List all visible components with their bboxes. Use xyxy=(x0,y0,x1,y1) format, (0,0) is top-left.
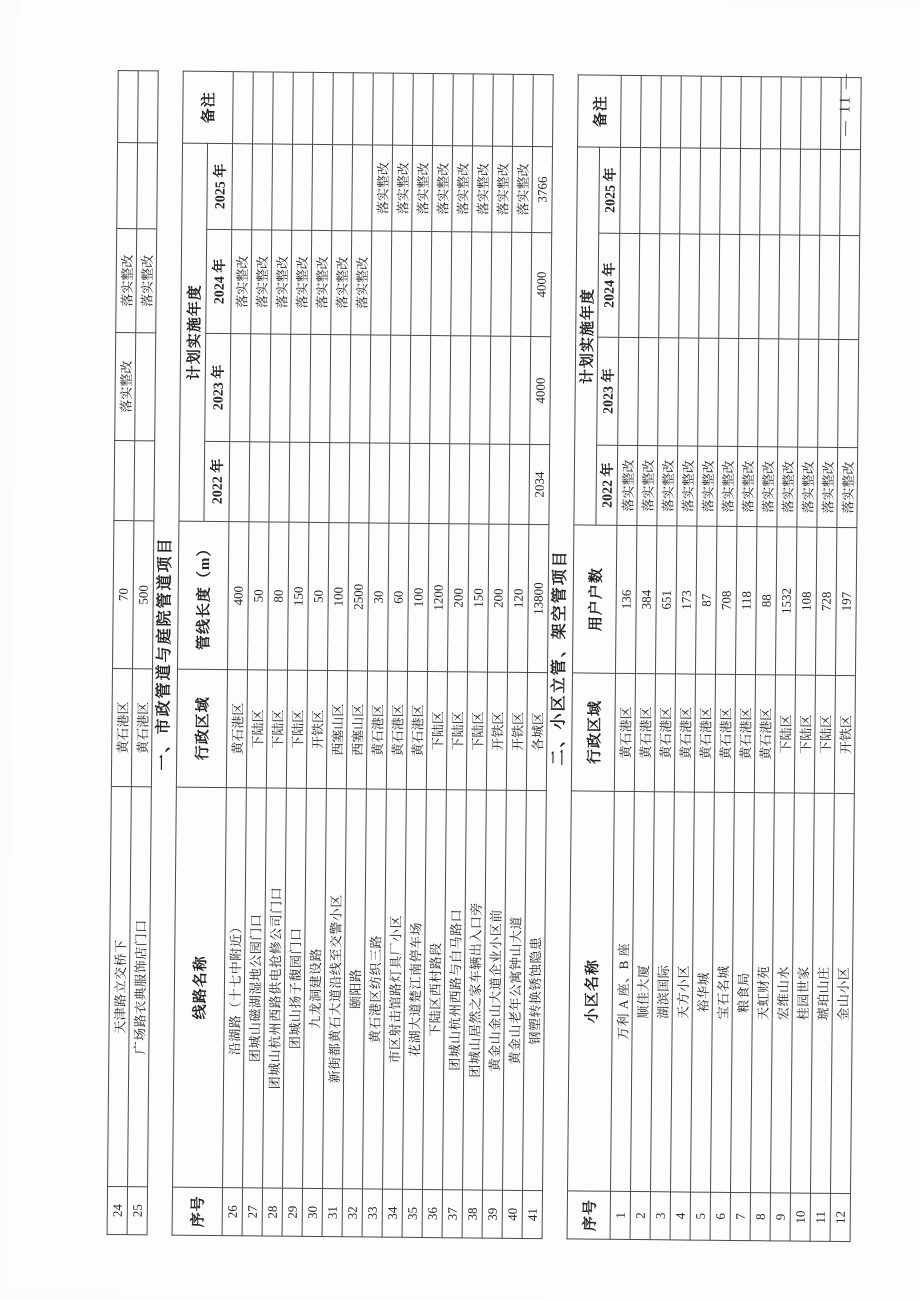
remark-cell xyxy=(353,73,374,145)
remark-cell xyxy=(293,72,314,144)
year-2023-cell xyxy=(838,339,859,447)
length-cell: 13800 xyxy=(527,524,548,672)
year-2024-cell: 落实整改 xyxy=(351,231,372,335)
year-2022-header: 2022 年 xyxy=(204,441,230,521)
year-2024-cell xyxy=(739,234,760,338)
district-cell: 黄石港区 xyxy=(226,670,247,788)
district-header: 行政区域 xyxy=(176,669,227,787)
year-2022-cell xyxy=(269,442,290,522)
district-cell: 下陆区 xyxy=(286,670,307,788)
remark-cell xyxy=(721,76,742,148)
year-2023-cell xyxy=(510,336,531,444)
seq-cell: 38 xyxy=(462,1190,482,1238)
plan-years-header: 计划实施年度 xyxy=(179,143,208,521)
plan-years-header: 计划实施年度 xyxy=(574,147,600,525)
year-2022-cell xyxy=(134,441,155,521)
year-2025-cell xyxy=(640,148,661,234)
district-cell: 下陆区 xyxy=(774,675,795,793)
year-2024-cell xyxy=(371,231,392,335)
year-2024-header: 2024 年 xyxy=(598,233,620,337)
year-2023-cell xyxy=(758,339,779,447)
document-content xyxy=(107,71,862,1242)
year-2025-cell xyxy=(740,148,761,234)
remark-cell xyxy=(118,71,139,143)
year-2023-cell: 4000 xyxy=(530,336,551,444)
seq-header: 序号 xyxy=(567,1191,610,1239)
year-2022-cell xyxy=(509,444,530,524)
year-2024-cell xyxy=(431,232,452,336)
year-2022-cell xyxy=(469,444,490,524)
district-cell: 黄石港区 xyxy=(366,671,387,789)
length-cell: 100 xyxy=(327,523,348,671)
year-2025-cell: 落实整改 xyxy=(412,145,433,231)
year-2023-cell xyxy=(778,339,799,447)
line-name-cell: 团城山杭州西路与白马路口 xyxy=(443,790,467,1190)
year-2023-cell xyxy=(698,338,719,446)
year-2024-cell: 落实整改 xyxy=(271,230,292,334)
line-name-cell: 钢塑转换锈蚀隐患 xyxy=(523,790,547,1190)
line-name-cell: 沿湖路（十七中附近） xyxy=(223,788,247,1188)
year-2024-cell xyxy=(839,235,860,339)
seq-cell: 40 xyxy=(502,1190,522,1238)
year-2024-cell xyxy=(491,232,512,336)
year-2024-cell xyxy=(699,234,720,338)
line-name-header: 线路名称 xyxy=(173,787,227,1187)
year-2023-cell xyxy=(678,338,699,446)
year-2022-cell: 落实整改 xyxy=(637,446,658,526)
year-2025-cell: 落实整改 xyxy=(452,146,473,232)
community-name-cell: 金山小区 xyxy=(831,793,855,1193)
year-2022-cell xyxy=(449,444,470,524)
district-cell: 黄石港区 xyxy=(674,674,695,792)
length-cell: 1200 xyxy=(427,524,448,672)
year-2024-cell xyxy=(411,231,432,335)
year-2022-cell: 落实整改 xyxy=(817,447,838,527)
seq-cell: 32 xyxy=(342,1189,362,1237)
seq-cell: 9 xyxy=(770,1193,790,1241)
remark-cell xyxy=(273,72,294,144)
year-2025-cell: 落实整改 xyxy=(472,146,493,232)
year-2024-cell: 落实整改 xyxy=(251,230,272,334)
year-2023-cell xyxy=(390,335,411,443)
year-2023-header: 2023 年 xyxy=(205,333,231,441)
remark-cell xyxy=(741,76,762,148)
household-count-cell: 651 xyxy=(655,526,676,674)
seq-cell: 25 xyxy=(127,1187,147,1235)
year-2022-cell: 落实整改 xyxy=(677,446,698,526)
district-header: 行政区域 xyxy=(571,673,615,791)
page-number: — 11 — xyxy=(837,71,854,137)
remark-cell xyxy=(233,72,254,144)
year-2024-cell xyxy=(471,232,492,336)
remark-cell xyxy=(253,72,274,144)
community-name-cell: 裕华城 xyxy=(691,792,715,1192)
year-2022-cell: 落实整改 xyxy=(757,447,778,527)
seq-cell: 31 xyxy=(322,1189,342,1237)
seq-cell: 36 xyxy=(422,1189,442,1237)
year-2025-cell xyxy=(700,148,721,234)
year-2023-cell: 落实整改 xyxy=(115,333,136,441)
year-2022-cell xyxy=(429,444,450,524)
household-count-cell: 118 xyxy=(735,526,756,674)
year-2022-cell xyxy=(114,441,135,521)
remark-cell xyxy=(761,77,782,149)
district-cell: 下陆区 xyxy=(446,672,467,790)
seq-cell: 29 xyxy=(282,1188,302,1236)
seq-cell: 2 xyxy=(630,1191,650,1239)
year-2025-header: 2025 年 xyxy=(599,147,621,233)
year-2025-cell xyxy=(117,143,138,229)
year-2022-cell: 落实整改 xyxy=(777,447,798,527)
year-2025-cell xyxy=(780,149,801,235)
year-2023-cell xyxy=(430,336,451,444)
line-name-cell: 市区射击馆路灯具厂小区 xyxy=(383,789,407,1189)
year-2024-cell xyxy=(779,235,800,339)
household-count-cell: 173 xyxy=(675,526,696,674)
year-2025-cell: 落实整改 xyxy=(372,145,393,231)
seq-cell: 41 xyxy=(522,1190,542,1238)
district-cell: 黄石港区 xyxy=(694,674,715,792)
district-cell: 西塞山区 xyxy=(326,671,347,789)
year-2025-cell xyxy=(760,149,781,235)
household-count-cell: 87 xyxy=(695,526,716,674)
length-cell: 80 xyxy=(268,522,289,670)
remark-header: 备注 xyxy=(183,71,234,143)
length-cell: 150 xyxy=(288,522,309,670)
line-name-cell: 颐阳路 xyxy=(343,789,367,1189)
year-2022-cell xyxy=(329,443,350,523)
year-2022-cell xyxy=(389,443,410,523)
line-name-cell: 天津路立交桥下 xyxy=(108,786,132,1186)
seq-cell: 24 xyxy=(107,1186,127,1234)
year-2023-cell xyxy=(450,336,471,444)
length-cell: 100 xyxy=(407,523,428,671)
remark-cell xyxy=(473,74,494,146)
year-2025-cell xyxy=(820,149,841,235)
line-name-cell: 黄金山老年公寓钟山大道 xyxy=(503,790,527,1190)
household-count-cell: 197 xyxy=(835,527,856,675)
year-2022-cell: 落实整改 xyxy=(617,445,638,525)
seq-cell: 26 xyxy=(222,1188,242,1236)
year-2024-cell: 4000 xyxy=(531,232,552,336)
seq-cell: 28 xyxy=(262,1188,282,1236)
district-cell: 黄石港区 xyxy=(111,668,132,786)
remark-cell xyxy=(433,74,454,146)
seq-cell: 7 xyxy=(730,1192,750,1240)
year-2025-cell xyxy=(232,144,253,230)
length-cell: 50 xyxy=(308,522,329,670)
seq-cell: 1 xyxy=(610,1191,630,1239)
year-2024-cell xyxy=(391,231,412,335)
section2-table xyxy=(567,71,862,1242)
year-2025-cell xyxy=(292,144,313,230)
seq-cell: 10 xyxy=(790,1193,810,1241)
year-2022-cell xyxy=(289,442,310,522)
length-cell: 150 xyxy=(467,524,488,672)
district-cell: 下陆区 xyxy=(426,672,447,790)
length-cell: 500 xyxy=(133,521,154,669)
year-2024-cell: 落实整改 xyxy=(311,230,332,334)
year-2022-cell xyxy=(309,442,330,522)
year-2025-cell xyxy=(352,145,373,231)
community-name-cell: 天方小区 xyxy=(671,792,695,1192)
year-2023-cell xyxy=(658,338,679,446)
district-cell: 下陆区 xyxy=(466,672,487,790)
community-name-cell: 万利 A 座、B 座 xyxy=(611,791,635,1191)
household-count-cell: 108 xyxy=(795,527,816,675)
remark-cell xyxy=(313,72,334,144)
line-name-cell: 下陆区西村路段 xyxy=(423,790,447,1190)
line-name-cell: 团城山杭州西路供电抢修公司门口 xyxy=(263,788,287,1188)
year-2024-cell: 落实整改 xyxy=(331,231,352,335)
remark-header: 备注 xyxy=(578,75,622,147)
year-2025-cell xyxy=(660,148,681,234)
year-2025-cell xyxy=(720,148,741,234)
year-2023-cell xyxy=(135,333,156,441)
line-name-cell: 新街都黄石大道沿线至交警小区 xyxy=(323,789,347,1189)
year-2024-cell xyxy=(679,234,700,338)
year-2025-cell xyxy=(620,147,641,233)
year-2023-cell xyxy=(718,338,739,446)
year-2025-cell xyxy=(332,145,353,231)
year-2025-cell xyxy=(680,148,701,234)
year-2022-cell: 落实整改 xyxy=(697,446,718,526)
remark-cell xyxy=(333,73,354,145)
length-cell: 30 xyxy=(367,523,388,671)
year-2025-cell xyxy=(252,144,273,230)
seq-cell: 35 xyxy=(402,1189,422,1237)
year-2025-cell: 落实整改 xyxy=(432,146,453,232)
district-cell: 黄石港区 xyxy=(131,669,152,787)
household-count-cell: 1532 xyxy=(775,527,796,675)
district-cell: 各城区 xyxy=(526,672,547,790)
year-2022-cell: 落实整改 xyxy=(717,446,738,526)
year-2023-cell xyxy=(470,336,491,444)
remark-cell xyxy=(513,74,534,146)
year-2024-cell xyxy=(639,234,660,338)
year-2022-cell: 落实整改 xyxy=(797,447,818,527)
scanned-document-page xyxy=(6,0,920,1300)
year-2022-cell: 2034 xyxy=(529,444,550,524)
district-cell: 黄石港区 xyxy=(654,674,675,792)
seq-cell: 39 xyxy=(482,1190,502,1238)
year-2024-cell xyxy=(799,235,820,339)
year-2024-cell xyxy=(659,234,680,338)
year-2025-cell xyxy=(312,144,333,230)
length-cell: 200 xyxy=(487,524,508,672)
remark-cell xyxy=(781,77,802,149)
line-name-cell: 团城山扬子馥园门口 xyxy=(283,788,307,1188)
community-name-cell: 桂园世家 xyxy=(791,793,815,1193)
district-cell: 开铁区 xyxy=(486,672,507,790)
year-2023-cell xyxy=(290,334,311,442)
year-2022-header: 2022 年 xyxy=(596,445,618,525)
year-2023-cell xyxy=(250,334,271,442)
district-cell: 黄石港区 xyxy=(754,675,775,793)
year-2023-cell xyxy=(818,339,839,447)
year-2023-cell xyxy=(270,334,291,442)
year-2024-cell: 落实整改 xyxy=(136,229,157,333)
length-cell: 120 xyxy=(507,524,528,672)
line-name-cell: 黄石港区纺织三路 xyxy=(363,789,387,1189)
district-cell: 下陆区 xyxy=(814,675,835,793)
seq-cell: 3 xyxy=(650,1192,670,1240)
section1-table xyxy=(172,71,554,1240)
community-name-cell: 天虹财苑 xyxy=(751,793,775,1193)
year-2022-cell xyxy=(249,442,270,522)
district-cell: 下陆区 xyxy=(794,675,815,793)
remark-cell xyxy=(681,76,702,148)
district-cell: 开铁区 xyxy=(834,675,855,793)
section1-title: 一、市政管道与庭院管道项目 xyxy=(155,536,175,771)
length-cell: 400 xyxy=(228,522,249,670)
district-cell: 黄石港区 xyxy=(714,674,735,792)
remark-cell xyxy=(373,73,394,145)
community-name-cell: 宏维山水 xyxy=(771,793,795,1193)
household-count-cell: 384 xyxy=(635,526,656,674)
line-name-cell: 花湖大道楚江南停车场 xyxy=(403,789,427,1189)
seq-cell: 34 xyxy=(382,1189,402,1237)
year-2024-cell xyxy=(719,234,740,338)
line-name-cell: 团城山磁湖湿地公园门口 xyxy=(243,788,267,1188)
year-2024-cell: 落实整改 xyxy=(291,230,312,334)
remark-cell xyxy=(453,74,474,146)
remark-cell xyxy=(533,74,554,146)
section2-title: 二、小区立管、架空管项目 xyxy=(550,549,570,766)
seq-cell: 30 xyxy=(302,1188,322,1236)
remark-cell xyxy=(413,73,434,145)
year-2023-cell xyxy=(370,335,391,443)
line-name-cell: 团城山居然之家车辆出入口旁 xyxy=(463,790,487,1190)
year-2025-cell xyxy=(840,149,861,235)
line-name-cell: 九龙洞建设路 xyxy=(303,788,327,1188)
district-cell: 黄石港区 xyxy=(634,674,655,792)
community-name-cell: 顺佳大厦 xyxy=(631,792,655,1192)
year-2022-cell: 落实整改 xyxy=(657,446,678,526)
district-cell: 黄石港区 xyxy=(386,671,407,789)
district-cell: 开铁区 xyxy=(306,670,327,788)
community-name-cell: 粮食局 xyxy=(731,792,755,1192)
community-name-cell: 琥珀山庄 xyxy=(811,793,835,1193)
remark-cell xyxy=(701,76,722,148)
household-count-header: 用户户数 xyxy=(572,525,616,673)
seq-cell: 4 xyxy=(670,1192,690,1240)
seq-cell: 27 xyxy=(242,1188,262,1236)
seq-cell: 11 xyxy=(810,1193,830,1241)
year-2025-cell xyxy=(272,144,293,230)
household-count-cell: 136 xyxy=(615,525,636,673)
year-2022-cell xyxy=(229,442,250,522)
seq-cell: 12 xyxy=(830,1193,850,1241)
year-2025-cell: 落实整改 xyxy=(512,146,533,232)
remark-cell xyxy=(393,73,414,145)
district-cell: 下陆区 xyxy=(266,670,287,788)
year-2022-cell xyxy=(369,443,390,523)
district-cell: 下陆区 xyxy=(246,670,267,788)
length-cell: 50 xyxy=(248,522,269,670)
year-2025-cell: 落实整改 xyxy=(392,145,413,231)
community-name-cell: 宝石名城 xyxy=(711,792,735,1192)
remark-cell xyxy=(801,77,822,149)
year-2024-cell xyxy=(451,232,472,336)
year-2025-cell xyxy=(800,149,821,235)
seq-cell: 8 xyxy=(750,1193,770,1241)
district-cell: 开铁区 xyxy=(506,672,527,790)
year-2024-header: 2024 年 xyxy=(206,229,232,333)
line-name-cell: 广场路衣典服饰店门口 xyxy=(128,787,152,1187)
household-count-cell: 728 xyxy=(815,527,836,675)
district-cell: 黄石港区 xyxy=(614,673,635,791)
year-2024-cell: 落实整改 xyxy=(116,229,137,333)
year-2022-cell: 落实整改 xyxy=(737,446,758,526)
year-2023-cell xyxy=(490,336,511,444)
year-2024-cell: 落实整改 xyxy=(231,230,252,334)
household-count-cell: 708 xyxy=(715,526,736,674)
year-2023-cell xyxy=(738,338,759,446)
remark-cell xyxy=(493,74,514,146)
seq-cell: 33 xyxy=(362,1189,382,1237)
length-cell: 2500 xyxy=(347,523,368,671)
year-2023-cell xyxy=(230,334,251,442)
length-cell: 70 xyxy=(113,521,134,669)
year-2023-cell xyxy=(410,335,431,443)
year-2024-cell xyxy=(759,235,780,339)
year-2025-cell: 落实整改 xyxy=(492,146,513,232)
year-2022-cell xyxy=(349,443,370,523)
remark-cell xyxy=(661,76,682,148)
line-name-cell: 黄金山金山大道企业小区前 xyxy=(483,790,507,1190)
year-2022-cell: 落实整改 xyxy=(837,447,858,527)
length-header: 管线长度（m） xyxy=(178,521,229,669)
seq-cell: 5 xyxy=(690,1192,710,1240)
year-2023-cell xyxy=(618,337,639,445)
community-name-header: 小区名称 xyxy=(568,791,615,1191)
year-2022-cell xyxy=(489,444,510,524)
year-2023-cell xyxy=(350,335,371,443)
seq-cell: 37 xyxy=(442,1190,462,1238)
year-2024-cell xyxy=(511,232,532,336)
seq-header: 序号 xyxy=(172,1187,222,1235)
year-2023-cell xyxy=(310,334,331,442)
community-name-cell: 湖滨国际 xyxy=(651,792,675,1192)
year-2025-cell: 3766 xyxy=(532,146,553,232)
household-count-cell: 88 xyxy=(755,527,776,675)
district-cell: 西塞山区 xyxy=(346,671,367,789)
length-cell: 60 xyxy=(387,523,408,671)
year-2023-header: 2023 年 xyxy=(597,337,619,445)
remark-cell xyxy=(621,75,642,147)
year-2022-cell xyxy=(409,443,430,523)
year-2025-header: 2025 年 xyxy=(207,143,233,229)
district-cell: 黄石港区 xyxy=(406,671,427,789)
year-2023-cell xyxy=(330,335,351,443)
year-2023-cell xyxy=(798,339,819,447)
year-2024-cell xyxy=(819,235,840,339)
seq-cell: 6 xyxy=(710,1192,730,1240)
remark-cell xyxy=(138,71,159,143)
year-2023-cell xyxy=(638,338,659,446)
remark-cell xyxy=(641,76,662,148)
year-2024-cell xyxy=(619,233,640,337)
length-cell: 200 xyxy=(447,524,468,672)
year-2025-cell xyxy=(137,143,158,229)
district-cell: 黄石港区 xyxy=(734,674,755,792)
